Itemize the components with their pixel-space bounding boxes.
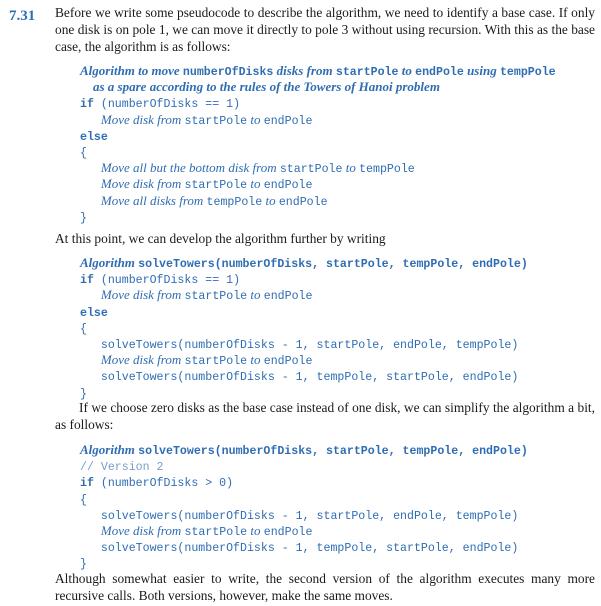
code-token: endPole xyxy=(263,114,313,128)
code-token xyxy=(80,355,101,368)
paragraph-conclusion: Although somewhat easier to write, the second version of the algorithm executes many more recursive calls. Both versions, however, make the same moves. xyxy=(55,571,595,603)
code-line xyxy=(80,95,595,111)
code-line xyxy=(80,304,595,320)
code-token: if xyxy=(80,477,94,491)
code-line xyxy=(80,287,595,303)
code-line xyxy=(80,491,595,507)
code-token: if xyxy=(80,274,94,288)
code-block-solve-towers-v2 xyxy=(80,442,595,572)
code-token: solveTowers(numberOfDisks - 1, tempPole, startPole, endPole) xyxy=(80,371,519,385)
code-token: Move disk from xyxy=(100,352,185,368)
code-line xyxy=(80,523,595,539)
code-token: } xyxy=(80,211,87,225)
code-token: { xyxy=(80,493,87,507)
code-token: Algorithm xyxy=(80,442,139,457)
code-token: to xyxy=(247,111,264,127)
code-line xyxy=(80,368,595,384)
code-token: Move disk from xyxy=(100,287,185,303)
code-line xyxy=(80,128,595,144)
code-token: (numberOfDisks > 0) xyxy=(93,477,234,491)
paragraph-intro: Before we write some pseudocode to describe the algorithm, we need to identify a base case. If only one disk is on pole 1, we can move it directly to pole 3 without using recursion. With this as the base case, the algorithm is as follows: xyxy=(55,5,595,54)
paragraph-develop: At this point, we can develop the algorithm further by writing xyxy=(55,231,386,246)
code-token: solveTowers(numberOfDisks - 1, tempPole, startPole, endPole) xyxy=(80,542,519,556)
code-token: to xyxy=(398,63,416,78)
code-token: tempPole xyxy=(206,195,263,209)
code-line xyxy=(80,144,595,160)
code-token: { xyxy=(80,146,87,160)
code-token: to xyxy=(247,352,264,368)
code-line xyxy=(80,63,595,79)
code-token: if xyxy=(80,98,94,112)
code-token: to xyxy=(247,176,264,192)
code-token: as a spare according to the rules of the Towers of Hanoi problem xyxy=(80,79,440,95)
code-token: solveTowers(numberOfDisks - 1, startPole, endPole, tempPole) xyxy=(80,509,519,523)
code-token: else xyxy=(80,306,108,320)
code-token: Move all but the bottom disk from xyxy=(100,160,280,176)
code-token: Move disk from xyxy=(100,176,185,192)
code-token: endPole xyxy=(415,66,464,79)
code-token: } xyxy=(80,558,87,572)
code-token: startPole xyxy=(184,179,248,193)
code-token: } xyxy=(80,387,87,401)
code-token: endPole xyxy=(263,525,313,539)
code-token: endPole xyxy=(263,179,313,193)
code-token: startPole xyxy=(184,355,248,369)
code-token: to xyxy=(262,192,279,208)
code-token: else xyxy=(80,130,108,144)
code-token: Algorithm to move xyxy=(80,63,183,78)
code-token: Move disk from xyxy=(100,111,185,127)
code-line xyxy=(80,442,595,458)
code-block-solve-towers-v1 xyxy=(80,255,595,401)
code-line xyxy=(80,320,595,336)
code-line xyxy=(80,176,595,192)
code-token: solveTowers(numberOfDisks, startPole, tempPole, endPole) xyxy=(138,258,528,271)
code-token: Algorithm xyxy=(80,255,139,270)
code-line xyxy=(80,112,595,128)
code-token: using xyxy=(463,63,500,78)
code-token: solveTowers(numberOfDisks - 1, startPole, endPole, tempPole) xyxy=(80,338,519,352)
code-token: tempPole xyxy=(499,66,556,79)
code-token xyxy=(80,290,101,303)
code-token: tempPole xyxy=(359,163,415,177)
code-token: to xyxy=(247,287,264,303)
code-token xyxy=(80,163,101,176)
code-token: startPole xyxy=(184,114,248,128)
code-line xyxy=(80,79,595,95)
code-token: { xyxy=(80,322,87,336)
code-block-algorithm-move xyxy=(80,63,595,225)
code-token: endPole xyxy=(278,195,328,209)
code-token: // Version 2 xyxy=(80,461,164,475)
code-token: Move disk from xyxy=(100,522,185,538)
code-token: numberOfDisks xyxy=(182,66,274,79)
code-line xyxy=(80,474,595,490)
code-token xyxy=(80,526,101,539)
code-token: solveTowers(numberOfDisks, startPole, tempPole, endPole) xyxy=(138,445,528,458)
code-line xyxy=(80,458,595,474)
code-token: (numberOfDisks == 1) xyxy=(93,274,241,288)
code-token xyxy=(80,196,101,209)
code-token: (numberOfDisks == 1) xyxy=(93,98,241,112)
section-number: 7.31 xyxy=(9,8,36,24)
code-line xyxy=(80,352,595,368)
code-line xyxy=(80,271,595,287)
code-line xyxy=(80,160,595,176)
code-line xyxy=(80,255,595,271)
code-token: disks from xyxy=(273,63,336,78)
code-token: to xyxy=(247,522,264,538)
code-token: startPole xyxy=(184,290,248,304)
code-line xyxy=(80,336,595,352)
code-token: Move all disks from xyxy=(100,192,207,208)
code-token: endPole xyxy=(263,355,313,369)
code-token: startPole xyxy=(335,66,399,79)
code-token: to xyxy=(342,160,360,176)
code-line xyxy=(80,193,595,209)
code-token: startPole xyxy=(184,525,248,539)
code-token xyxy=(80,115,101,128)
code-line xyxy=(80,507,595,523)
code-token: endPole xyxy=(263,290,313,304)
paragraph-zero-disks: If we choose zero disks as the base case instead of one disk, we can simplify the algorithm a bit, as follows: xyxy=(55,400,595,432)
code-token xyxy=(80,179,101,192)
code-line xyxy=(80,539,595,555)
code-line xyxy=(80,209,595,225)
code-token: startPole xyxy=(279,163,343,177)
